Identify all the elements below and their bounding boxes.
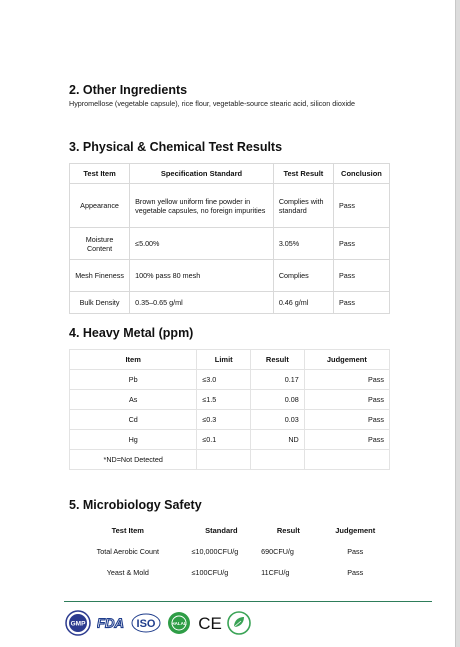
cell-judgement: Pass xyxy=(304,390,389,410)
halal-icon xyxy=(166,610,192,636)
fda-icon xyxy=(97,610,127,636)
cell-conclusion: Pass xyxy=(333,228,389,260)
table-header-row xyxy=(70,164,390,184)
cell-item: Pb xyxy=(70,370,197,390)
cell-limit: ≤1.5 xyxy=(197,390,251,410)
iso-logo-text: ISO xyxy=(136,618,156,630)
col-header: Result xyxy=(276,526,300,535)
cell-judgement: Pass xyxy=(304,430,389,450)
cell-item: Cd xyxy=(70,410,197,430)
col-header: Judgement xyxy=(304,350,389,370)
cell-item: Total Aerobic Count xyxy=(96,547,159,556)
ce-logo-text: CE xyxy=(198,614,222,633)
table-header-row xyxy=(69,520,390,541)
heavy-metal-table xyxy=(69,349,390,470)
cell-item: Mesh Fineness xyxy=(70,260,130,292)
gmp-logo-text: GMP xyxy=(70,620,86,628)
cell-result: 0.46 g/ml xyxy=(273,292,333,314)
cell-judgement: Pass xyxy=(347,568,364,577)
fda-logo-text: FDA xyxy=(97,615,124,631)
cell-limit: ≤0.1 xyxy=(197,430,251,450)
cell-result: 11CFU/g xyxy=(261,568,290,577)
cell-result: 0.03 xyxy=(251,410,305,430)
other-ingredients-text: Hypromellose (vegetable capsule), rice flour, vegetable-source stearic acid, silicon dioxide xyxy=(69,99,356,108)
cell-limit: ≤0.3 xyxy=(197,410,251,430)
cell-judgement: Pass xyxy=(347,547,364,556)
cell-item: As xyxy=(70,390,197,410)
section-heading-other-ingredients: 2. Other Ingredients xyxy=(69,83,188,97)
empty-cell xyxy=(251,450,305,470)
organic-leaf-icon xyxy=(226,610,252,636)
cell-item: Appearance xyxy=(70,184,130,228)
cell-result: Complies with standard xyxy=(273,184,333,228)
col-header: Test Result xyxy=(273,164,333,184)
table-row xyxy=(70,184,390,228)
cell-result: 0.08 xyxy=(251,390,305,410)
table-header-row xyxy=(70,350,390,370)
empty-cell xyxy=(304,450,389,470)
iso-icon xyxy=(131,610,161,636)
table-row xyxy=(70,292,390,314)
cell-conclusion: Pass xyxy=(333,292,389,314)
cell-item: Hg xyxy=(70,430,197,450)
table-row xyxy=(69,541,390,562)
nd-note: *ND=Not Detected xyxy=(70,450,197,470)
cell-result: Complies xyxy=(273,260,333,292)
section-heading-physical-chemical: 3. Physical & Chemical Test Results xyxy=(69,140,283,154)
cell-result: 690CFU/g xyxy=(261,547,294,556)
col-header: Limit xyxy=(197,350,251,370)
cell-limit: ≤3.0 xyxy=(197,370,251,390)
ce-icon xyxy=(196,610,224,636)
col-header: Conclusion xyxy=(333,164,389,184)
cell-conclusion: Pass xyxy=(333,184,389,228)
cell-conclusion: Pass xyxy=(333,260,389,292)
physical-chemical-table xyxy=(69,163,390,314)
col-header: Test Item xyxy=(111,526,144,535)
cell-standard: ≤10,000CFU/g xyxy=(191,547,239,556)
footer-divider xyxy=(64,601,432,602)
table-row xyxy=(69,562,390,583)
cell-item: Moisture Content xyxy=(70,228,130,260)
col-header: Judgement xyxy=(335,526,376,535)
col-header: Standard xyxy=(205,526,238,535)
section-heading-microbiology: 5. Microbiology Safety xyxy=(69,498,202,512)
table-row xyxy=(70,390,390,410)
cell-judgement: Pass xyxy=(304,370,389,390)
cell-item: Bulk Density xyxy=(70,292,130,314)
microbiology-table xyxy=(69,520,390,583)
halal-logo-text: HALAL xyxy=(171,621,187,626)
table-row xyxy=(70,260,390,292)
cell-judgement: Pass xyxy=(304,410,389,430)
col-header: Specification Standard xyxy=(130,164,274,184)
gmp-icon xyxy=(65,610,91,636)
col-header: Result xyxy=(251,350,305,370)
table-row xyxy=(70,370,390,390)
empty-cell xyxy=(197,450,251,470)
col-header: Item xyxy=(70,350,197,370)
cell-spec: ≤5.00% xyxy=(130,228,274,260)
cell-spec: 100% pass 80 mesh xyxy=(130,260,274,292)
cell-standard: ≤100CFU/g xyxy=(191,568,229,577)
table-row xyxy=(70,430,390,450)
cell-spec: Brown yellow uniform fine powder in vegetable capsules, no foreign impurities xyxy=(130,184,274,228)
col-header: Test Item xyxy=(70,164,130,184)
cell-item: Yeast & Mold xyxy=(106,568,149,577)
cell-result: 0.17 xyxy=(251,370,305,390)
table-row-note xyxy=(70,450,390,470)
cell-result: 3.05% xyxy=(273,228,333,260)
section-heading-heavy-metal: 4. Heavy Metal (ppm) xyxy=(69,326,194,340)
cell-spec: 0.35–0.65 g/ml xyxy=(130,292,274,314)
cell-result: ND xyxy=(251,430,305,450)
table-row xyxy=(70,228,390,260)
table-row xyxy=(70,410,390,430)
